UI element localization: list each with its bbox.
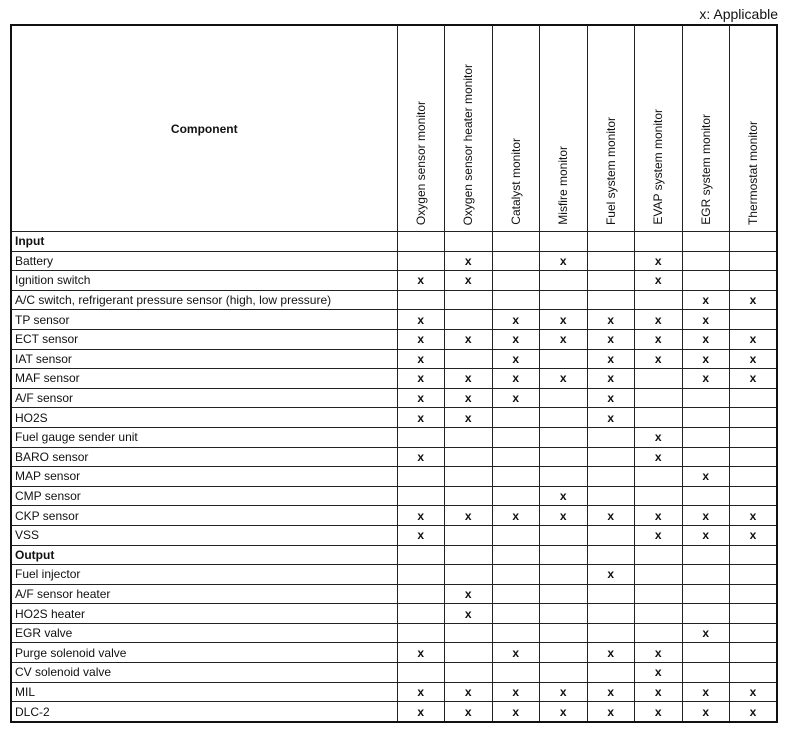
applicable-cell	[635, 623, 683, 643]
applicability-table	[10, 24, 778, 723]
applicable-cell	[730, 447, 778, 467]
component-name: IAT sensor	[11, 349, 397, 369]
applicable-cell	[397, 663, 445, 683]
applicable-cell	[635, 369, 683, 389]
applicable-cell: x	[397, 525, 445, 545]
applicable-cell	[587, 604, 635, 624]
applicable-cell: x	[635, 427, 683, 447]
applicable-cell: x	[492, 682, 540, 702]
applicable-cell	[540, 545, 588, 565]
applicable-cell: x	[635, 447, 683, 467]
applicable-cell: x	[492, 506, 540, 526]
component-name: HO2S heater	[11, 604, 397, 624]
monitor-header	[492, 25, 540, 232]
header-row	[11, 25, 777, 232]
monitor-header-label: Catalyst monitor	[508, 138, 523, 225]
applicable-cell: x	[730, 349, 778, 369]
component-name: A/C switch, refrigerant pressure sensor (high, low pressure)	[11, 290, 397, 310]
component-name: EGR valve	[11, 623, 397, 643]
applicable-cell: x	[540, 310, 588, 330]
monitor-header	[540, 25, 588, 232]
applicable-cell	[540, 604, 588, 624]
applicable-cell	[730, 545, 778, 565]
applicable-cell: x	[730, 369, 778, 389]
applicable-cell: x	[540, 682, 588, 702]
applicable-cell: x	[587, 329, 635, 349]
monitor-header-label: EVAP system monitor	[651, 109, 666, 225]
applicable-cell: x	[397, 310, 445, 330]
applicable-cell	[682, 427, 730, 447]
applicable-cell	[587, 545, 635, 565]
monitor-header-label: Thermostat monitor	[746, 120, 760, 225]
applicable-cell: x	[587, 310, 635, 330]
applicable-cell	[635, 604, 683, 624]
applicable-cell	[540, 525, 588, 545]
applicable-cell	[587, 251, 635, 271]
applicable-cell	[540, 290, 588, 310]
applicable-cell	[730, 427, 778, 447]
applicable-cell	[397, 545, 445, 565]
applicable-cell: x	[445, 408, 493, 428]
applicable-cell	[492, 604, 540, 624]
applicable-cell	[445, 486, 493, 506]
monitor-header	[635, 25, 683, 232]
component-name: TP sensor	[11, 310, 397, 330]
applicable-cell	[682, 565, 730, 585]
monitor-header	[445, 25, 493, 232]
table-row	[11, 408, 777, 428]
applicable-cell	[730, 486, 778, 506]
applicable-cell: x	[682, 349, 730, 369]
component-name: Ignition switch	[11, 271, 397, 291]
table-row	[11, 329, 777, 349]
applicable-cell	[587, 290, 635, 310]
applicable-cell: x	[492, 369, 540, 389]
table-row	[11, 565, 777, 585]
applicable-cell: x	[635, 329, 683, 349]
table-row	[11, 290, 777, 310]
applicable-cell: x	[587, 506, 635, 526]
table-row	[11, 369, 777, 389]
applicable-cell	[540, 427, 588, 447]
applicable-cell	[730, 232, 778, 252]
applicable-cell: x	[540, 506, 588, 526]
applicable-cell	[682, 251, 730, 271]
applicable-cell	[445, 467, 493, 487]
applicable-cell: x	[492, 643, 540, 663]
applicable-cell	[682, 604, 730, 624]
applicable-cell	[397, 486, 445, 506]
applicable-cell	[730, 408, 778, 428]
applicable-cell	[492, 232, 540, 252]
applicable-cell: x	[587, 408, 635, 428]
table-row	[11, 663, 777, 683]
applicable-cell: x	[682, 702, 730, 722]
applicable-cell	[635, 565, 683, 585]
applicable-cell: x	[730, 290, 778, 310]
table-row	[11, 467, 777, 487]
applicable-cell: x	[445, 702, 493, 722]
applicable-cell: x	[635, 271, 683, 291]
applicable-cell: x	[587, 643, 635, 663]
applicable-cell	[730, 251, 778, 271]
applicable-cell: x	[635, 525, 683, 545]
applicable-cell	[587, 447, 635, 467]
applicable-cell	[587, 232, 635, 252]
applicable-cell	[540, 408, 588, 428]
applicable-cell: x	[397, 447, 445, 467]
table-row	[11, 310, 777, 330]
component-name: A/F sensor heater	[11, 584, 397, 604]
monitor-header-label: EGR system monitor	[698, 114, 713, 225]
applicable-cell	[492, 427, 540, 447]
applicable-cell: x	[445, 251, 493, 271]
applicable-cell	[445, 643, 493, 663]
applicable-cell	[730, 467, 778, 487]
applicable-cell	[397, 290, 445, 310]
table-row	[11, 486, 777, 506]
applicable-cell: x	[682, 369, 730, 389]
applicable-cell: x	[445, 682, 493, 702]
applicable-cell: x	[397, 388, 445, 408]
applicable-cell	[730, 310, 778, 330]
applicable-cell	[540, 271, 588, 291]
applicable-cell	[397, 251, 445, 271]
applicable-cell	[682, 545, 730, 565]
applicable-cell	[635, 467, 683, 487]
applicable-cell: x	[587, 369, 635, 389]
component-name: HO2S	[11, 408, 397, 428]
applicable-cell	[730, 623, 778, 643]
table-body	[11, 232, 777, 722]
applicable-cell: x	[540, 251, 588, 271]
applicable-cell: x	[492, 702, 540, 722]
applicable-cell	[397, 232, 445, 252]
table-row	[11, 702, 777, 722]
applicable-cell	[635, 290, 683, 310]
component-name: CV solenoid valve	[11, 663, 397, 683]
applicable-cell	[730, 643, 778, 663]
applicable-cell: x	[635, 702, 683, 722]
component-name: CMP sensor	[11, 486, 397, 506]
applicable-cell	[540, 388, 588, 408]
applicable-cell	[445, 525, 493, 545]
applicable-cell	[540, 663, 588, 683]
applicable-cell	[730, 565, 778, 585]
applicable-cell: x	[730, 506, 778, 526]
applicable-cell: x	[730, 329, 778, 349]
applicable-cell	[445, 310, 493, 330]
applicable-cell: x	[445, 584, 493, 604]
applicable-cell	[730, 271, 778, 291]
applicable-cell: x	[635, 310, 683, 330]
applicable-cell	[682, 388, 730, 408]
applicable-cell: x	[635, 663, 683, 683]
section-label: Output	[11, 545, 397, 565]
applicable-cell	[682, 271, 730, 291]
applicable-cell: x	[682, 310, 730, 330]
applicable-cell: x	[682, 467, 730, 487]
applicable-cell	[730, 604, 778, 624]
component-name: MIL	[11, 682, 397, 702]
applicable-cell	[682, 232, 730, 252]
applicable-cell	[397, 467, 445, 487]
applicable-cell	[587, 427, 635, 447]
applicable-cell: x	[445, 604, 493, 624]
applicable-cell	[540, 447, 588, 467]
applicable-cell: x	[730, 525, 778, 545]
applicable-cell	[587, 623, 635, 643]
applicable-cell	[587, 584, 635, 604]
applicable-cell: x	[492, 329, 540, 349]
applicable-cell: x	[682, 623, 730, 643]
applicable-cell	[397, 604, 445, 624]
applicable-cell	[540, 232, 588, 252]
component-name: DLC-2	[11, 702, 397, 722]
applicable-cell	[445, 232, 493, 252]
monitor-header-label: Misfire monitor	[556, 146, 571, 225]
applicable-cell	[540, 623, 588, 643]
applicable-cell: x	[397, 506, 445, 526]
applicable-cell: x	[397, 682, 445, 702]
applicable-cell	[540, 643, 588, 663]
applicable-cell	[587, 486, 635, 506]
monitor-header	[682, 25, 730, 232]
component-name: BARO sensor	[11, 447, 397, 467]
applicable-cell: x	[635, 251, 683, 271]
applicable-cell: x	[635, 643, 683, 663]
applicable-cell: x	[397, 702, 445, 722]
table-row	[11, 251, 777, 271]
section-row	[11, 545, 777, 565]
monitor-header-label: Fuel system monitor	[603, 116, 618, 225]
table-row	[11, 584, 777, 604]
monitor-header	[397, 25, 445, 232]
applicable-cell	[540, 349, 588, 369]
section-label: Input	[11, 232, 397, 252]
applicable-cell: x	[587, 682, 635, 702]
applicable-cell: x	[397, 329, 445, 349]
applicable-cell	[682, 486, 730, 506]
applicable-cell	[492, 271, 540, 291]
monitor-header-label: Oxygen sensor monitor	[413, 100, 428, 225]
applicable-cell: x	[492, 388, 540, 408]
applicable-cell: x	[397, 349, 445, 369]
applicable-cell	[682, 663, 730, 683]
applicable-cell: x	[730, 702, 778, 722]
applicable-cell	[540, 467, 588, 487]
applicable-cell: x	[492, 310, 540, 330]
applicable-cell	[730, 584, 778, 604]
section-row	[11, 232, 777, 252]
component-name: VSS	[11, 525, 397, 545]
component-name: Purge solenoid valve	[11, 643, 397, 663]
applicable-cell: x	[587, 565, 635, 585]
applicable-cell: x	[540, 369, 588, 389]
applicable-cell	[492, 290, 540, 310]
table-row	[11, 349, 777, 369]
table-row	[11, 525, 777, 545]
applicable-cell	[492, 486, 540, 506]
table-row	[11, 623, 777, 643]
applicable-cell: x	[635, 506, 683, 526]
applicable-cell	[397, 565, 445, 585]
table-row	[11, 427, 777, 447]
applicable-cell: x	[682, 506, 730, 526]
applicable-cell	[397, 623, 445, 643]
applicable-cell	[682, 447, 730, 467]
applicable-cell	[492, 545, 540, 565]
applicable-cell: x	[540, 702, 588, 722]
applicable-cell	[635, 408, 683, 428]
applicable-cell	[540, 584, 588, 604]
applicable-cell: x	[587, 388, 635, 408]
applicable-cell: x	[635, 682, 683, 702]
applicable-cell: x	[397, 369, 445, 389]
applicable-cell: x	[682, 682, 730, 702]
applicable-cell: x	[445, 329, 493, 349]
component-header: Component	[11, 25, 397, 232]
component-name: MAF sensor	[11, 369, 397, 389]
applicable-cell: x	[397, 643, 445, 663]
component-name: Fuel gauge sender unit	[11, 427, 397, 447]
table-row	[11, 447, 777, 467]
applicable-cell: x	[492, 349, 540, 369]
applicable-cell	[635, 584, 683, 604]
applicable-cell	[445, 290, 493, 310]
applicable-cell: x	[540, 329, 588, 349]
applicable-cell: x	[397, 408, 445, 428]
table-row	[11, 682, 777, 702]
applicable-cell	[492, 525, 540, 545]
component-name: A/F sensor	[11, 388, 397, 408]
applicable-cell	[492, 623, 540, 643]
applicable-cell: x	[445, 369, 493, 389]
component-name: CKP sensor	[11, 506, 397, 526]
applicable-cell: x	[445, 388, 493, 408]
table-row	[11, 506, 777, 526]
applicable-cell	[730, 388, 778, 408]
table-row	[11, 643, 777, 663]
applicable-cell: x	[445, 271, 493, 291]
applicable-cell: x	[682, 290, 730, 310]
legend: x: Applicable	[699, 6, 778, 22]
applicable-cell	[492, 447, 540, 467]
component-name: Battery	[11, 251, 397, 271]
applicable-cell	[445, 663, 493, 683]
applicable-cell	[445, 349, 493, 369]
applicable-cell	[635, 388, 683, 408]
applicable-cell	[492, 584, 540, 604]
applicable-cell	[492, 467, 540, 487]
table-row	[11, 604, 777, 624]
applicable-cell	[445, 427, 493, 447]
applicable-cell	[445, 565, 493, 585]
applicable-cell	[587, 525, 635, 545]
applicable-cell: x	[682, 525, 730, 545]
component-name: MAP sensor	[11, 467, 397, 487]
applicable-cell	[682, 584, 730, 604]
applicable-cell: x	[682, 329, 730, 349]
monitor-header	[587, 25, 635, 232]
applicable-cell: x	[587, 349, 635, 369]
applicable-cell: x	[397, 271, 445, 291]
applicable-cell	[492, 565, 540, 585]
applicable-cell	[540, 565, 588, 585]
table-row	[11, 388, 777, 408]
applicable-cell: x	[445, 506, 493, 526]
applicable-cell	[445, 623, 493, 643]
component-name: Fuel injector	[11, 565, 397, 585]
applicable-cell	[587, 271, 635, 291]
applicable-cell	[445, 447, 493, 467]
applicable-cell	[635, 232, 683, 252]
applicable-cell	[587, 663, 635, 683]
applicability-table-container	[10, 24, 778, 723]
monitor-header	[730, 25, 778, 232]
applicable-cell	[635, 486, 683, 506]
applicable-cell	[730, 663, 778, 683]
applicable-cell	[682, 408, 730, 428]
applicable-cell	[635, 545, 683, 565]
applicable-cell	[445, 545, 493, 565]
applicable-cell	[492, 251, 540, 271]
applicable-cell	[397, 584, 445, 604]
applicable-cell	[682, 643, 730, 663]
component-name: ECT sensor	[11, 329, 397, 349]
applicable-cell: x	[635, 349, 683, 369]
applicable-cell: x	[587, 702, 635, 722]
applicable-cell	[397, 427, 445, 447]
table-row	[11, 271, 777, 291]
applicable-cell: x	[730, 682, 778, 702]
applicable-cell: x	[540, 486, 588, 506]
monitor-header-label: Oxygen sensor heater monitor	[461, 63, 476, 225]
applicable-cell	[587, 467, 635, 487]
applicable-cell	[492, 663, 540, 683]
applicable-cell	[492, 408, 540, 428]
